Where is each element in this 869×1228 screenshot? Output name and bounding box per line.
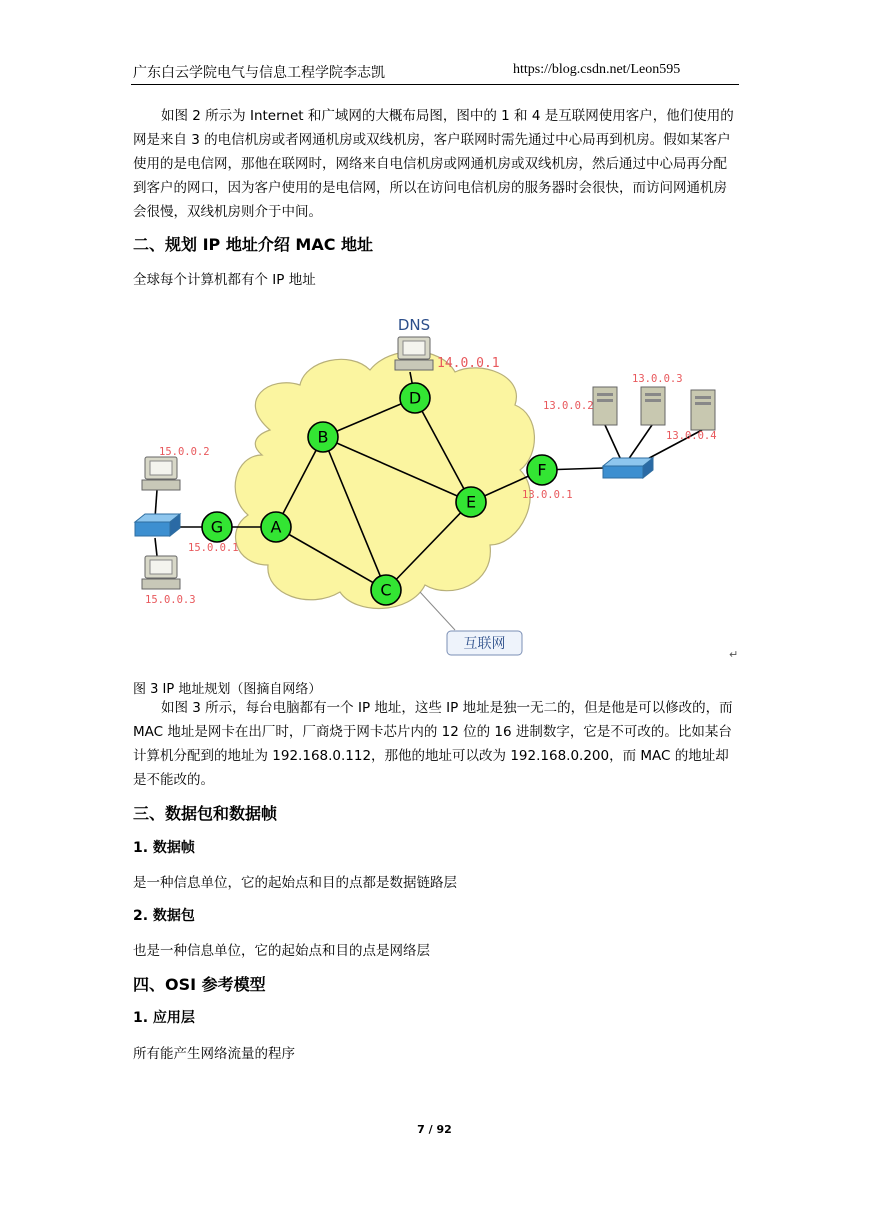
intro-paragraph: 如图 2 所示为 Internet 和广域网的大概布局图，图中的 1 和 4 是互联网使用客户，他们使用的网是来自 3 的电信机房或者网通机房或双线机房，客户联网时需先通过中心局再到机房。假如某客户使用的是电信网，那他在联网时，网络来自电信机房或网通机房或双线机房，然后通过中心局再分配到客户的网口，因为客户使用的是电信网，所以在访问电信机房的服务器时会很快，而访问网通机房会很慢，双线机房则介于中间。 — [133, 108, 734, 220]
server-icon-4 — [691, 390, 715, 430]
node-label-g: G — [210, 517, 224, 537]
server-icon-2 — [593, 387, 617, 425]
section4-sub1: 1. 应用层 — [133, 1010, 195, 1026]
section3-sub2-text: 也是一种信息单位，它的起始点和目的点是网络层 — [133, 943, 430, 959]
left-top-computer-icon — [142, 457, 180, 490]
node-label-e: E — [465, 492, 477, 512]
figure-caption: 图 3 IP 地址规划（图摘自网络） — [133, 682, 322, 697]
section3-sub1: 1. 数据帧 — [133, 840, 195, 856]
section3-sub1-text: 是一种信息单位，它的起始点和目的点都是数据链路层 — [133, 875, 457, 891]
left-bottom-computer-icon — [142, 556, 180, 589]
left-switch-icon — [135, 514, 180, 536]
ip-left-top: 15.0.0.2 — [159, 446, 210, 458]
node-label-f: F — [537, 460, 547, 480]
ip-left-bottom: 15.0.0.3 — [145, 594, 196, 606]
return-mark-icon: ↵ — [729, 648, 739, 661]
section3-sub2: 2. 数据包 — [133, 908, 195, 924]
ip-left-gateway: 15.0.0.1 — [188, 542, 239, 554]
section2-line: 全球每个计算机都有个 IP 地址 — [133, 272, 316, 288]
dns-label: DNS — [397, 316, 431, 334]
ip-server-3: 13.0.0.3 — [632, 373, 683, 385]
header-author: 广东白云学院电气与信息工程学院李志凯 — [133, 65, 385, 81]
dns-computer-icon — [395, 337, 433, 370]
section4-title: 四、OSI 参考模型 — [133, 975, 266, 994]
ip-network-diagram — [125, 305, 745, 670]
right-switch-icon — [603, 458, 653, 478]
cloud-label: 互联网 — [463, 636, 506, 652]
section4-sub1-text: 所有能产生网络流量的程序 — [133, 1046, 295, 1062]
header-url[interactable]: https://blog.csdn.net/Leon595 — [513, 62, 681, 77]
node-label-b: B — [317, 427, 329, 447]
ip-dns: 14.0.0.1 — [437, 356, 500, 371]
node-label-c: C — [380, 580, 392, 600]
header-divider — [131, 84, 739, 85]
section3-title: 三、数据包和数据帧 — [133, 804, 278, 823]
ip-right-gateway: 13.0.0.1 — [522, 489, 573, 501]
server-icon-3 — [641, 387, 665, 425]
ip-server-2: 13.0.0.2 — [543, 400, 594, 412]
node-label-d: D — [408, 388, 422, 408]
ip-server-4: 13.0.0.4 — [666, 430, 717, 442]
section2-title: 二、规划 IP 地址介绍 MAC 地址 — [133, 235, 374, 254]
page-number: 7 / 92 — [417, 1123, 452, 1136]
mac-paragraph: 如图 3 所示，每台电脑都有一个 IP 地址，这些 IP 地址是独一无二的，但是他是可以修改的，而 MAC 地址是网卡在出厂时，厂商烧于网卡芯片内的 12 位的 16 进制数字，它是不可改的。比如某台计算机分配到的地址为 192.168.0.112，那他的地址可以改为 192.168.0.200，而 MAC 的地址却是不能改的。 — [133, 700, 733, 788]
node-label-a: A — [270, 517, 282, 537]
